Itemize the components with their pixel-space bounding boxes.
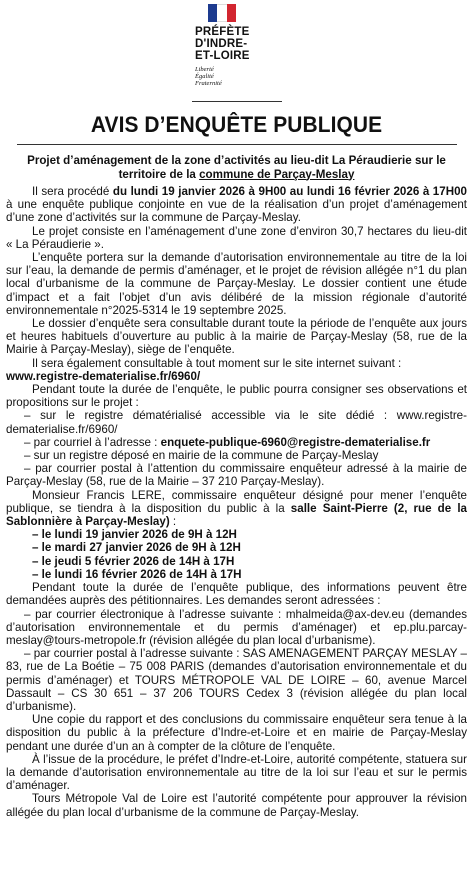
item-postal: – par courrier postal à l’attention du commissaire enquêteur adressé à la mairie de Parçay-Meslay (58, rue de la Mairie – 37 210 Parçay-Meslay). <box>6 462 467 489</box>
notice-subtitle: Projet d’aménagement de la zone d’activités au lieu-dit La Péraudierie sur le territoire de la commune de Parçay-Meslay <box>27 154 446 181</box>
item-paper-registry: – sur un registre déposé en mairie de la commune de Parçay-Meslay <box>24 449 379 463</box>
item-online-registry: – sur le registre dématérialisé accessible via le site dédié : www.registre-dematerialise.fr/6960/ <box>6 409 467 436</box>
paragraph-scope: L’enquête portera sur la demande d’autorisation environnementale au titre de la loi sur l’eau, la demande de permis d’aménager, et le projet de révision allégée n°1 du plan local d’urbanisme de la commune de Parçay-Meslay. Le dossier contient une étude d’impact et a fait l’objet d’un avis délibéré de la mission régionale d’autorité environnementale n°2025-5314 le 19 septembre 2025. <box>6 251 467 317</box>
paragraph-dossier: Le dossier d’enquête sera consultable durant toute la période de l’enquête aux jours et heures habituels d’ouverture au public à la mairie de Parçay-Meslay (58, rue de la Mairie à Parçay-Meslay), siège de l’enquête. <box>6 317 467 357</box>
email-link[interactable]: enquete-publique-6960@registre-dematerialise.fr <box>160 435 431 449</box>
republic-motto: Liberté Égalité Fraternité <box>195 66 222 87</box>
paragraph-commissioner: Monsieur Francis LERE, commissaire enquêteur désigné pour mener l’enquête publique, se tiendra à la disposition du public à la salle Saint-Pierre (2, rue de la Sablonnière à Parçay-Meslay) : <box>6 488 467 529</box>
paragraph-project: Le projet consiste en l’aménagement d’une zone d’environ 30,7 hectares du lieu-dit « La Péraudierie ». <box>6 224 467 251</box>
paragraph-authority: Tours Métropole Val de Loire est l’autorité compétente pour approuver la révision allégée du plan local d’urbanisme de la commune de Parçay-Meslay. <box>6 792 467 819</box>
session-date: – le jeudi 5 février 2026 de 14H à 17H <box>32 554 235 568</box>
paragraph-observations: Pendant toute la durée de l’enquête, le public pourra consigner ses observations et propositions sur le projet : <box>6 383 467 410</box>
notice-title: AVIS D’ENQUÊTE PUBLIQUE <box>90 112 383 137</box>
marianne-flag-icon <box>208 4 236 22</box>
paragraph-dates: Il sera procédé du lundi 19 janvier 2026 à 9H00 au lundi 16 février 2026 à 17H00 à une enquête publique conjointe en vue de la réalisation d’un projet d’aménagement d’une zone d’activités sur la commune de Parçay-Meslay. <box>6 185 467 225</box>
session-date: – le lundi 19 janvier 2026 de 9H à 12H <box>32 528 237 542</box>
registry-link[interactable]: www.registre-dematerialise.fr/6960/ <box>6 369 201 383</box>
item-email: – par courriel à l’adresse : enquete-publique-6960@registre-dematerialise.fr <box>24 435 431 449</box>
paragraph-website: Il sera également consultable à tout moment sur le site internet suivant : <box>32 356 402 370</box>
paragraph-information: Pendant toute la durée de l’enquête publique, des informations peuvent être demandées auprès des pétitionnaires. Les demandes seront adressées : <box>6 581 467 608</box>
paragraph-decision: À l’issue de la procédure, le préfet d’Indre-et-Loire, autorité compétente, statuera sur la demande d’autorisation environnementale au titre de la loi sur l’eau et sur le permis d’aménager. <box>6 752 467 793</box>
session-date: – le lundi 16 février 2026 de 14H à 17H <box>32 567 242 581</box>
title-divider <box>17 144 457 145</box>
paragraph-report: Une copie du rapport et des conclusions du commissaire enquêteur sera tenue à la disposition du public à la préfecture d’Indre-et-Loire et en mairie de Parçay-Meslay pendant une durée d’un an à compter de la clôture de l’enquête. <box>6 713 467 753</box>
prefecture-header <box>0 0 473 102</box>
item-info-postal: – par courrier postal à l’adresse suivante : SAS AMENAGEMENT PARÇAY MESLAY – 83, rue de La Boétie – 75 008 PARIS (demandes d’autorisation environnementale et du permis d’aménager) et TOURS MÉTROPOLE VAL DE LOIRE – 60, avenue Marcel Dassault – CS 30 651 – 37 206 TOURS Cedex 3 (révision allégée du plan local d’urbanisme). <box>6 647 467 713</box>
item-info-email: – par courrier électronique à l’adresse suivante : mhalmeida@ax-dev.eu (demandes d’autorisation environnementale et du permis d’aménager) et ep.plu.parcay-meslay@tours-metropole.fr (révision allégée du plan local d’urbanisme). <box>6 607 467 647</box>
notice-body <box>0 185 473 819</box>
prefecture-name: PRÉFÈTE D'INDRE- ET-LOIRE <box>195 26 250 62</box>
prefecture-logo <box>195 4 281 87</box>
header-divider <box>192 101 282 102</box>
session-date: – le mardi 27 janvier 2026 de 9H à 12H <box>32 541 241 555</box>
